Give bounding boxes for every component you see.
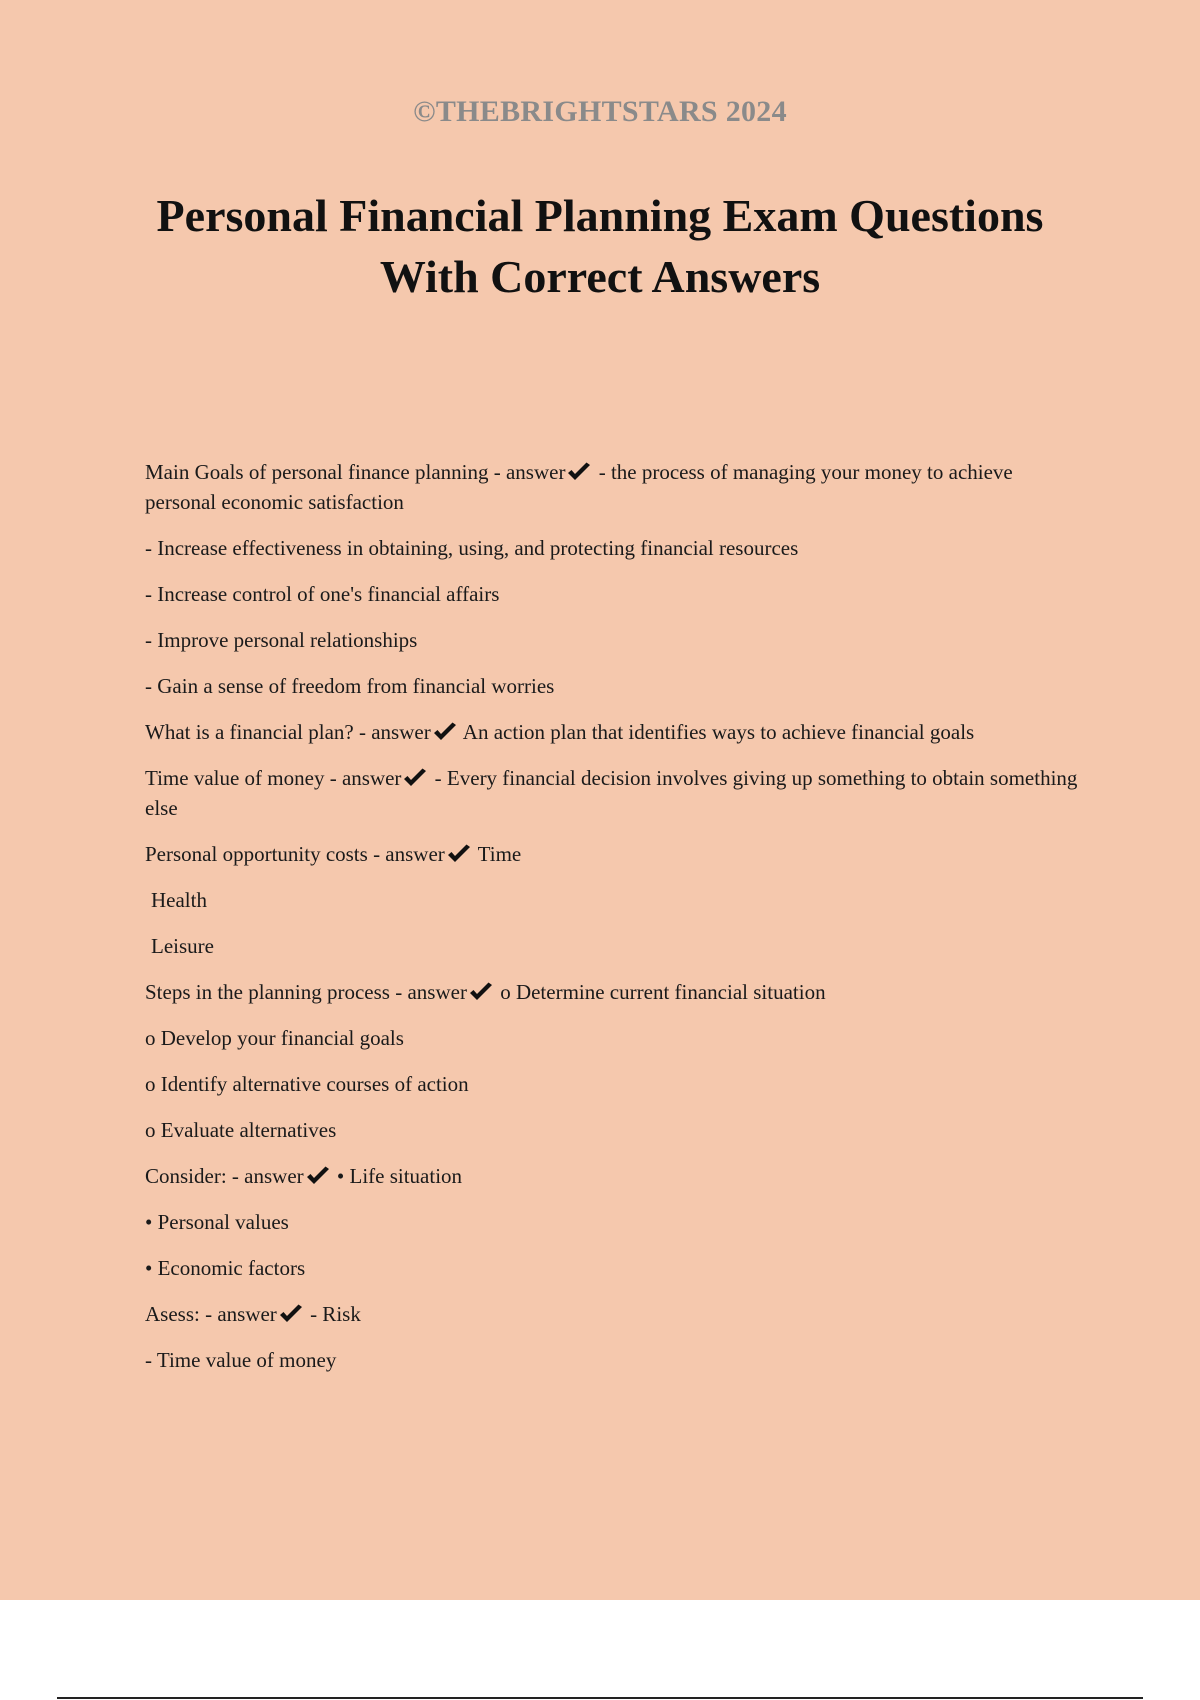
check-icon (432, 722, 458, 742)
list-item: Leisure (151, 934, 214, 958)
list-item: • Personal values (145, 1210, 289, 1234)
qa-item (145, 717, 1080, 747)
answer-text: An action plan that identifies ways to achieve financial goals (458, 720, 975, 744)
list-item: - Time value of money (145, 1348, 337, 1372)
question-text: Personal opportunity costs - answer (145, 842, 445, 866)
question-text: What is a financial plan? - answer (145, 720, 431, 744)
list-item: - Increase effectiveness in obtaining, using, and protecting financial resources (145, 536, 799, 560)
answer-text: - Risk (304, 1302, 361, 1326)
check-icon (566, 462, 592, 482)
list-item: • Economic factors (145, 1256, 306, 1280)
list-item: o Develop your financial goals (145, 1026, 404, 1050)
question-text: Consider: - answer (145, 1164, 304, 1188)
question-text: Asess: - answer (145, 1302, 277, 1326)
list-item: - Increase control of one's financial affairs (145, 582, 500, 606)
question-text: Steps in the planning process - answer (145, 980, 467, 1004)
question-text: Time value of money - answer (145, 766, 402, 790)
check-icon (305, 1166, 331, 1186)
answer-text: Time (472, 842, 522, 866)
qa-list (145, 457, 1080, 1391)
footer-divider (57, 1697, 1143, 1699)
qa-item (145, 977, 1080, 1007)
list-item: Health (151, 888, 207, 912)
qa-item (145, 839, 1080, 869)
answer-text: o Determine current financial situation (494, 980, 826, 1004)
title-line-1: Personal Financial Planning Exam Questions (156, 190, 1044, 241)
check-icon (402, 768, 428, 788)
qa-item (145, 763, 1080, 823)
list-item: - Improve personal relationships (145, 628, 418, 652)
list-item: o Identify alternative courses of action (145, 1072, 469, 1096)
check-icon (468, 982, 494, 1002)
answer-text: - Every financial decision involves giving up something to obtain something else (145, 766, 1078, 820)
answer-text: • Life situation (331, 1164, 463, 1188)
qa-item (145, 1299, 1080, 1329)
check-icon (446, 844, 472, 864)
copyright-header: ©THEBRIGHTSTARS 2024 (413, 95, 787, 128)
qa-item (145, 1161, 1080, 1191)
page-title (100, 185, 1100, 307)
list-item: o Evaluate alternatives (145, 1118, 337, 1142)
check-icon (278, 1304, 304, 1324)
answer-text: - the process of managing your money to achieve personal economic satisfaction (145, 460, 1013, 514)
question-text: Main Goals of personal finance planning - answer (145, 460, 566, 484)
qa-item (145, 457, 1080, 517)
title-line-2: With Correct Answers (379, 251, 821, 302)
list-item: - Gain a sense of freedom from financial worries (145, 674, 555, 698)
